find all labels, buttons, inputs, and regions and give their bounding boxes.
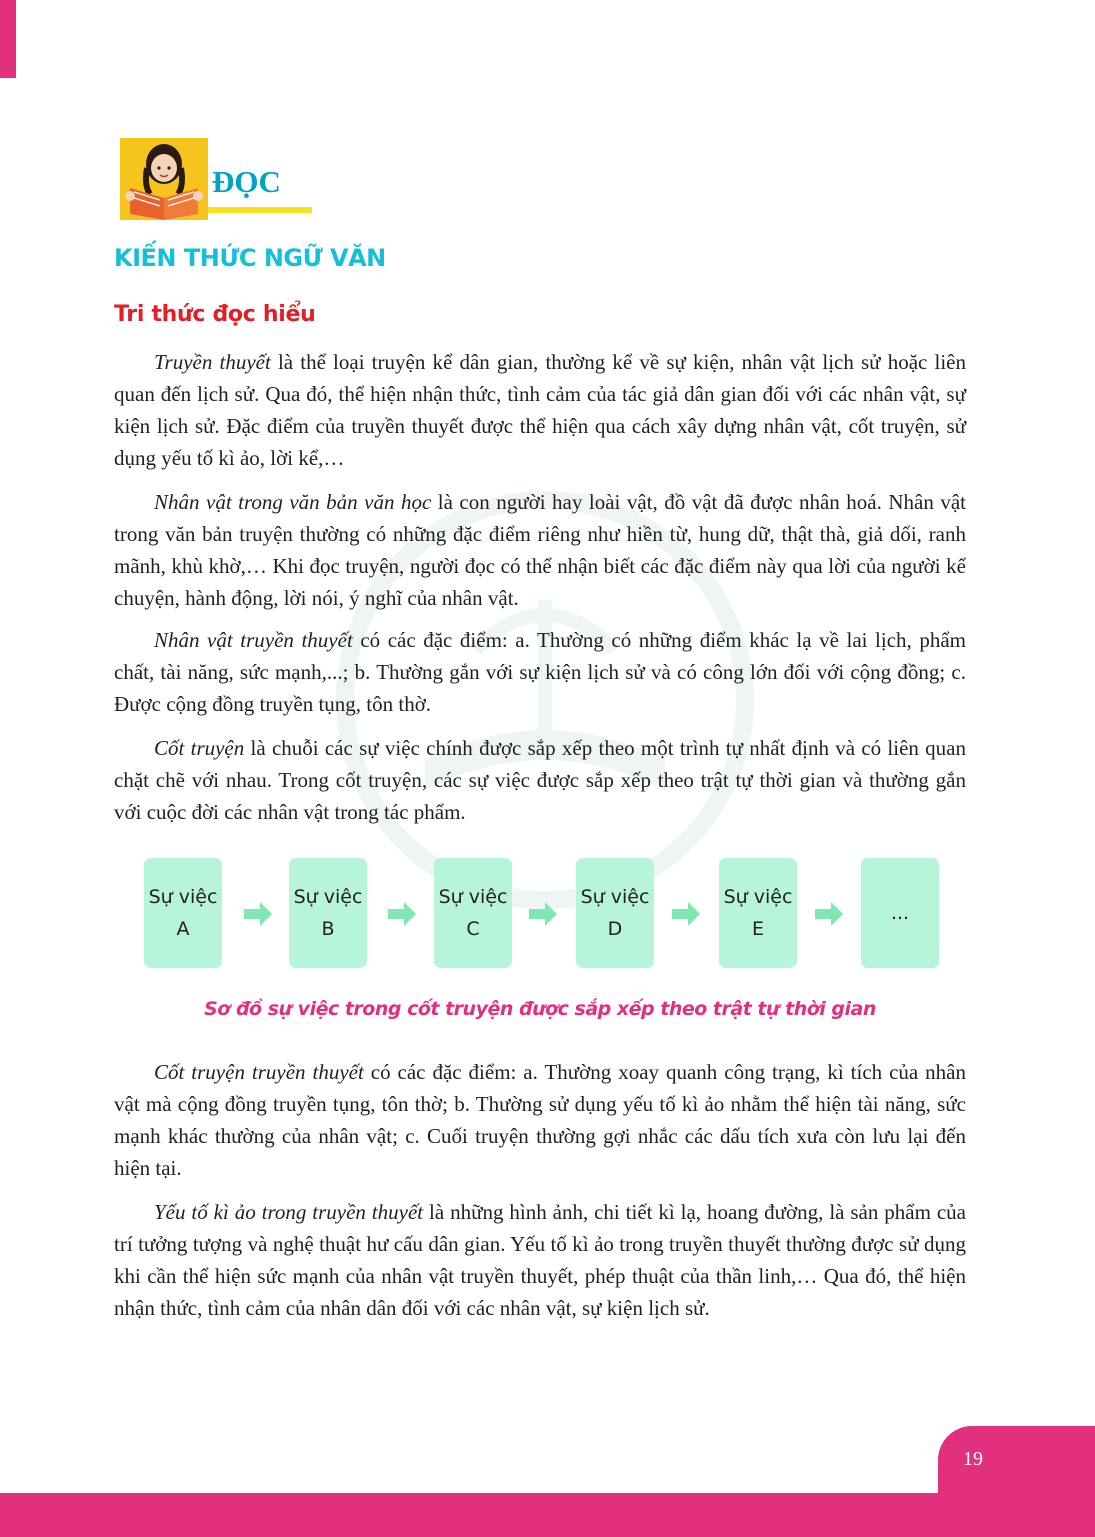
paragraph-truyen-thuyet: Truyền thuyết là thể loại truyện kể dân gian, thường kể về sự kiện, nhân vật lịch sử hoặc liên quan đến lịch sử. Qua đó, thể hiện nhận thức, tình cảm của tác giả dân gian đối với các nhân vật, sự kiện lịch sử. Đặc điểm của truyền thuyết được thể hiện qua cách xây dựng nhân vật, cốt truyện, sử dụng yếu tố kì ảo, lời kể,… [114, 350, 966, 470]
arrow-right-icon [242, 900, 274, 928]
arrow-right-icon [813, 900, 845, 928]
event-box-c: Sự việc C [434, 858, 512, 968]
paragraph-cot-truyen: Cốt truyện là chuỗi các sự việc chính được sắp xếp theo một trình tự nhất định và có liên quan chặt chẽ với nhau. Trong cốt truyện, các sự việc được sắp xếp theo trật tự thời gian và thường gắn với cuộc đời các nhân vật trong tác phẩm. [114, 736, 966, 824]
left-edge-strip [0, 0, 16, 78]
event-box-d: Sự việc D [576, 858, 654, 968]
diagram-caption: Sơ đồ sự việc trong cốt truyện được sắp xếp theo trật tự thời gian [204, 998, 876, 1020]
arrow-right-icon [527, 900, 559, 928]
section-header [112, 132, 322, 220]
paragraph-cot-truyen-truyen-thuyet: Cốt truyện truyền thuyết có các đặc điểm: a. Thường xoay quanh công trạng, kì tích của nhân vật mà cộng đồng truyền tụng, tôn thờ; b. Thường sử dụng yếu tố kì ảo nhằm thể hiện tài năng, sức mạnh khác thường của nhân vật; c. Cuối truyện thường gợi nhắc các dấu tích xưa còn lưu lại đến hiện tại. [114, 1060, 967, 1180]
event-box-more: ... [861, 858, 939, 968]
bottom-band [0, 1493, 1095, 1537]
event-sequence-diagram [144, 858, 944, 970]
arrow-right-icon [386, 900, 418, 928]
page-number: 19 [963, 1448, 983, 1470]
reading-girl-icon [120, 138, 208, 220]
subheading-tri-thuc: Tri thức đọc hiểu [114, 302, 316, 327]
heading-kien-thuc: KIẾN THỨC NGỮ VĂN [114, 244, 386, 272]
paragraph-nhan-vat: Nhân vật trong văn bản văn học là con người hay loài vật, đồ vật đã được nhân hoá. Nhân vật trong văn bản truyện thường có những đặc điểm riêng như hiền từ, hung dữ, thật thà, giả dối, ranh mãnh, khù khờ,… Khi đọc truyện, người đọc có thể nhận biết các đặc điểm này qua lời của người kể chuyện, hành động, lời nói, ý nghĩ của nhân vật. [114, 490, 966, 610]
arrow-right-icon [670, 900, 702, 928]
header-underline [208, 207, 312, 213]
section-title: ĐỌC [212, 164, 281, 199]
event-box-b: Sự việc B [289, 858, 367, 968]
event-box-e: Sự việc E [719, 858, 797, 968]
paragraph-yeu-to-ki-ao: Yếu tố kì ảo trong truyền thuyết là những hình ảnh, chi tiết kì lạ, hoang đường, là sản phẩm của trí tưởng tượng và nghệ thuật hư cấu dân gian. Yếu tố kì ảo trong truyền thuyết thường được sử dụng khi cần thể hiện sức mạnh của nhân vật truyền thuyết, phép thuật của thần linh,… Qua đó, thể hiện nhận thức, tình cảm của nhân dân đối với các nhân vật, sự kiện lịch sử. [114, 1200, 966, 1320]
paragraph-nhan-vat-truyen-thuyet: Nhân vật truyền thuyết có các đặc điểm: a. Thường có những điểm khác lạ về lai lịch, phẩm chất, tài năng, sức mạnh,...; b. Thường gắn với sự kiện lịch sử và có công lớn đối với cộng đồng; c. Được cộng đồng truyền tụng, tôn thờ. [114, 628, 966, 716]
event-box-a: Sự việc A [144, 858, 222, 968]
